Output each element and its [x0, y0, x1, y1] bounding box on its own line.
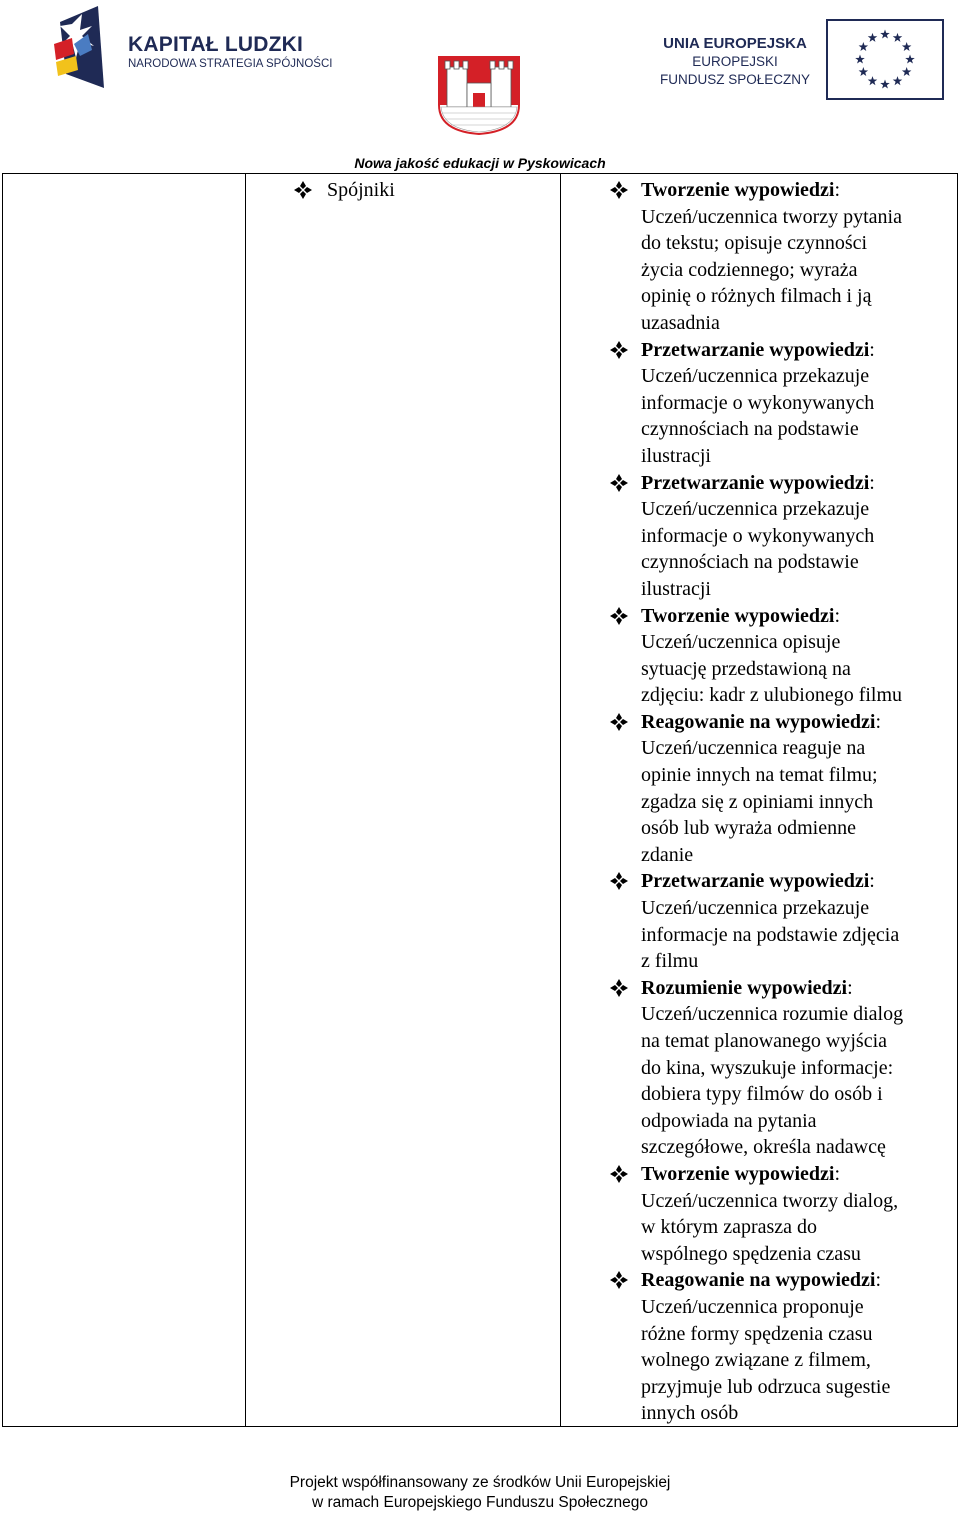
heading-colon: :: [869, 338, 875, 361]
list-item-heading: Przetwarzanie wypowiedzi: [641, 338, 870, 361]
list-item: [609, 975, 959, 1161]
list-item: [609, 1161, 959, 1267]
list-item: [609, 868, 959, 974]
diamond-bullet-icon: [609, 1164, 629, 1184]
list-item: [609, 603, 959, 709]
list-item-line: zdjęciu: kadr z ulubionego filmu: [641, 684, 903, 707]
town-crest-icon: [437, 55, 521, 135]
heading-colon: :: [875, 1269, 882, 1292]
list-item-line: różne formy spędzenia czasu: [641, 1322, 873, 1345]
list-item-line: do tekstu; opisuje czynności: [641, 232, 868, 255]
column-divider-1: [245, 174, 246, 1426]
list-item-line: Uczeń/uczennica rozumie dialog: [641, 1003, 904, 1026]
heading-colon: :: [847, 976, 853, 999]
footer-line-2: w ramach Europejskiego Funduszu Społecznego: [311, 1494, 649, 1511]
list-item-line: wspólnego spędzenia czasu: [641, 1242, 861, 1265]
list-item-line: Uczeń/uczennica tworzy pytania: [641, 205, 902, 228]
list-item-line: Uczeń/uczennica przekazuje: [641, 365, 870, 388]
heading-colon: :: [834, 604, 841, 627]
list-item: [609, 177, 959, 337]
list-item-line: czynnościach na podstawie: [641, 418, 859, 441]
list-item-line: na temat planowanego wyjścia: [641, 1030, 888, 1052]
list-item-line: osób lub wyraża odmienne: [641, 817, 856, 840]
list-item-line: Uczeń/uczennica proponuje: [641, 1295, 864, 1318]
list-item-heading: Tworzenie wypowiedzi: [641, 179, 835, 201]
diamond-bullet-icon: [609, 712, 629, 732]
list-item-line: Uczeń/uczennica przekazuje: [641, 897, 870, 920]
list-item-line: odpowiada na pytania: [641, 1109, 817, 1132]
diamond-bullet-icon: [609, 473, 629, 493]
list-item-heading: Tworzenie wypowiedzi: [641, 1162, 835, 1185]
list-item: Spójniki: [327, 179, 395, 201]
list-item-line: do kina, wyszukuje informacje:: [641, 1056, 894, 1079]
diamond-bullet-icon: [609, 1270, 629, 1290]
page-footer: [0, 1473, 960, 1513]
eu-flag-icon: [826, 19, 944, 100]
eu-line-3: FUNDUSZ SPOŁECZNY: [659, 72, 811, 87]
list-item-line: informacje na podstawie zdjęcia: [641, 923, 900, 946]
diamond-bullet-icon: [609, 340, 629, 360]
list-item-line: Uczeń/uczennica opisuje: [641, 631, 841, 654]
page-header: [0, 0, 960, 174]
list-item: [609, 1267, 959, 1427]
list-item-line: innych osób: [641, 1402, 739, 1425]
list-item-line: ilustracji: [641, 577, 711, 600]
list-item-line: Uczeń/uczennica przekazuje: [641, 498, 870, 521]
kapital-ludzki-title: KAPITAŁ LUDZKI: [128, 33, 304, 56]
list-item-line: opinie innych na temat filmu;: [641, 764, 878, 787]
list-item-line: życia codziennego; wyraża: [641, 258, 858, 281]
list-item-heading: Przetwarzanie wypowiedzi: [641, 870, 870, 893]
eu-fund-text: [652, 34, 818, 89]
list-item-line: opinię o różnych filmach i ją: [641, 285, 872, 308]
list-item-line: uzasadnia: [641, 311, 720, 334]
content-table: [2, 173, 958, 1427]
list-item-line: dobiera typy filmów do osób i: [641, 1083, 883, 1106]
list-item-line: informacje o wykonywanych: [641, 524, 875, 547]
diamond-bullet-icon: [293, 180, 313, 200]
list-item-line: w którym zaprasza do: [641, 1216, 818, 1239]
heading-colon: :: [834, 179, 841, 201]
list-item-line: przyjmuje lub odrzuca sugestie: [641, 1375, 891, 1398]
list-item: [609, 337, 959, 470]
list-item-heading: Tworzenie wypowiedzi: [641, 604, 835, 627]
list-item-line: Uczeń/uczennica tworzy dialog,: [641, 1189, 899, 1212]
table-column-3: [609, 177, 959, 1427]
list-item-heading: Rozumienie wypowiedzi: [641, 976, 848, 999]
kapital-ludzki-subtitle: NARODOWA STRATEGIA SPÓJNOŚCI: [128, 58, 333, 70]
heading-colon: :: [834, 1162, 841, 1185]
kapital-ludzki-logo-icon: [52, 4, 110, 92]
list-item-line: czynnościach na podstawie: [641, 551, 859, 574]
list-item-line: zdanie: [641, 843, 694, 866]
list-item-line: informacje o wykonywanych: [641, 391, 875, 414]
list-item-line: sytuację przedstawioną na: [641, 657, 851, 680]
list-item-line: ilustracji: [641, 444, 711, 467]
list-item-heading: Reagowanie na wypowiedzi: [641, 710, 876, 733]
eu-line-2: EUROPEJSKI: [692, 54, 778, 69]
list-item-line: z filmu: [641, 950, 699, 973]
heading-colon: :: [875, 710, 882, 733]
eu-line-1: UNIA EUROPEJSKA: [663, 35, 807, 52]
list-item-line: szczegółowe, określa nadawcę: [641, 1136, 886, 1159]
heading-colon: :: [869, 471, 875, 494]
footer-line-1: Projekt współfinansowany ze środków Unii Europejskiej: [289, 1474, 671, 1491]
diamond-bullet-icon: [609, 180, 629, 200]
list-item: [609, 470, 959, 603]
list-item: [609, 709, 959, 869]
project-slogan: Nowa jakość edukacji w Pyskowicach: [354, 155, 606, 171]
diamond-bullet-icon: [609, 978, 629, 998]
list-item-line: wolnego związane z filmem,: [641, 1349, 871, 1372]
list-item-line: zgadza się z opiniami innych: [641, 790, 874, 813]
list-item-heading: Reagowanie na wypowiedzi: [641, 1269, 876, 1292]
column-divider-2: [560, 174, 561, 1426]
heading-colon: :: [869, 870, 875, 893]
list-item-heading: Przetwarzanie wypowiedzi: [641, 471, 870, 494]
diamond-bullet-icon: [609, 606, 629, 626]
list-item-line: Uczeń/uczennica reaguje na: [641, 737, 866, 760]
diamond-bullet-icon: [609, 871, 629, 891]
